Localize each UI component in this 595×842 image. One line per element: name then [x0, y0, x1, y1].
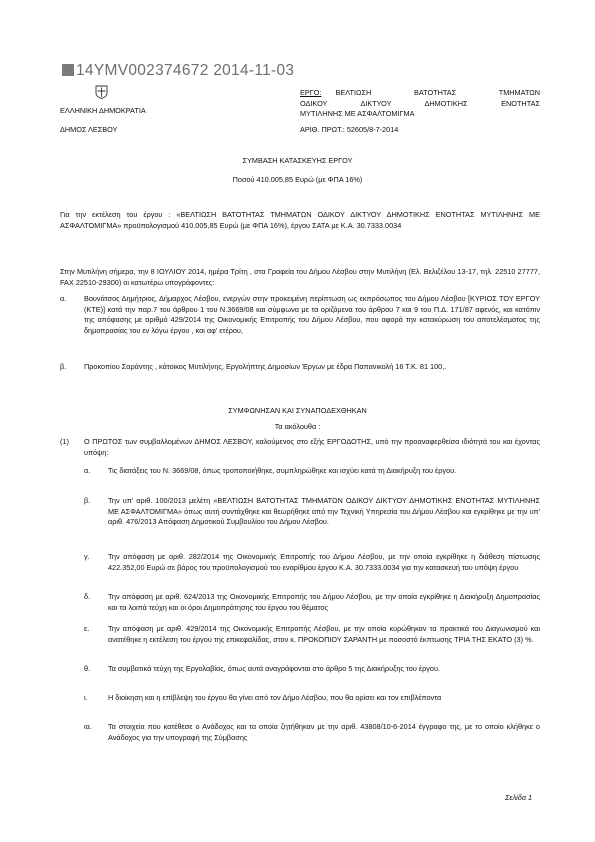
subitem-text: Τα στοιχεία που κατέθεσε ο Ανάδοχος και τα οποία ζητήθηκαν με την αριθ. 43808/10-6-2014 έγγραφο της, με το οποίο κλήθηκε ο Ανάδοχος για την υπογραφή της Σύμβασης — [108, 722, 540, 742]
clause-subitem-e — [84, 624, 540, 645]
project-label: ΕΡΓΟ: — [300, 88, 322, 97]
subitem-label: β. — [84, 496, 91, 505]
party-a-label: α. — [60, 294, 67, 303]
header-state: ΕΛΛΗΝΙΚΗ ΔΗΜΟΚΡΑΤΙΑ — [60, 106, 146, 115]
clause-1-label: (1) — [60, 437, 69, 446]
place-date-paragraph: Στην Μυτιλήνη σήμερα, την 8 ΙΟΥΛΙΟΥ 2014, ημέρα Τρίτη , στα Γραφεία του Δήμου Λέσβου στην Μυτιλήνη (Ελ. Βελιζέλου 13-17, τηλ. 22510 27777, FAX 22510-29300) οι κατωτέρω υπογράφοντες: — [60, 267, 540, 287]
subitem-label: ε. — [84, 624, 90, 633]
page-number: Σελίδα 1 — [505, 793, 533, 802]
clause-subitem-a — [84, 466, 540, 477]
intro-paragraph: Για την εκτέλεση του έργου : «ΒΕΛΤΙΩΣΗ ΒΑΤΟΤΗΤΑΣ ΤΜΗΜΑΤΩΝ ΟΔΙΚΟΥ ΔΙΚΤΥΟΥ ΔΗΜΟΤΙΚΗΣ ΕΝΟΤΗΤΑΣ ΜΥΤΙΛΗΝΗΣ ΜΕ ΑΣΦΑΛΤΟΜΙΓΜΑ» προϋπολογισμού 410.005,85 Ευρώ (με ΦΠΑ 16%), έργου ΣΑΤΑ με Κ.Α. 30.7333.0034 — [60, 210, 540, 230]
party-b-label: β. — [60, 362, 67, 371]
greek-emblem-icon — [95, 85, 108, 99]
subitem-label: ια. — [84, 722, 92, 731]
subitem-text: Τις διατάξεις του Ν. 3669/08, όπως τροποποιήθηκε, συμπληρώθηκε και ισχύει κατά τη Διακήρυξη του έργου. — [108, 466, 457, 475]
subitem-text: Την υπ' αριθ. 100/2013 μελέτη «ΒΕΛΤΙΩΣΗ ΒΑΤΟΤΗΤΑΣ ΤΜΗΜΑΤΩΝ ΟΔΙΚΟΥ ΔΙΚΤΥΟΥ ΔΗΜΟΤΙΚΗΣ ΕΝΟΤΗΤΑΣ ΜΥΤΙΛΗΝΗΣ ΜΕ ΑΣΦΑΛΤΟΜΙΓΜΑ» όπως αυτή συντάχθηκε και θεωρήθηκε από την Τεχνική Υπηρεσία του Δήμου Λέσβου και εγκρίθηκε με την υπ' αριθ. 476/2013 Απόφαση Δημοτικού Συμβουλίου του Δήμου Λέσβου. — [108, 496, 540, 527]
clause-subitem-b — [84, 496, 540, 528]
project-block — [300, 88, 540, 135]
clause-subitem-ia — [84, 722, 540, 743]
party-a-text: Βουνάτσος Δημήτριος, Δήμαρχος Λέσβου, ενεργών στην προκειμένη περίπτωση ως εκπρόσωπος του Δήμου Λέσβου [ΚΥΡΙΟΣ ΤΟΥ ΕΡΓΟΥ (ΚΤΕ)] κατά την παρ.7 του άρθρου 1 του Ν.3669/08 και σύμφωνα με τα οριζόμενα του άρθρου 7 και 9 του Π.Δ. 171/87 αφενός, και κατόπιν της απόφασης με αριθμό 429/2014 της Οικονομικής Επιτροπής του Δήμου Λέσβου, που αφορά την κατακύρωση του αποτελέσματος της δημοπρασίας του εν λόγω έργου , και αφ' ετέρου, — [84, 294, 540, 335]
party-a — [60, 294, 540, 336]
protocol-number: ΑΡΙΘ. ΠΡΩΤ.: 52605/8-7-2014 — [300, 124, 399, 134]
party-b — [60, 362, 540, 373]
clause-subitem-i — [84, 693, 540, 704]
clause-subitem-c — [84, 552, 540, 573]
subitem-label: δ. — [84, 592, 91, 601]
project-line-1 — [300, 88, 540, 99]
header-municipality: ΔΗΜΟΣ ΛΕΣΒΟΥ — [60, 125, 118, 134]
clause-1-text: Ο ΠΡΩΤΟΣ των συμβαλλομένων ΔΗΜΟΣ ΛΕΣΒΟΥ, καλούμενος στο εξής ΕΡΓΟΔΟΤΗΣ, υπό την προαναφερθείσα ιδιότητά του και έχοντας υπόψη: — [84, 437, 540, 457]
subitem-label: ι. — [84, 693, 88, 702]
project-title-part-2: ΟΔΙΚΟΥ ΔΙΚΤΥΟΥ ΔΗΜΟΤΙΚΗΣ ΕΝΟΤΗΤΑΣ — [300, 98, 540, 108]
clause-subitem-d — [84, 592, 540, 613]
ada-text: 14ΥΜV002374672 2014-11-03 — [76, 62, 295, 79]
subitem-text: Τα συμβατικά τεύχη της Εργολαβίας, όπως αυτά αναγράφονται στο άρθρο 5 της Διακήρυξης του έργου. — [108, 664, 440, 673]
contract-title: ΣΥΜΒΑΣΗ ΚΑΤΑΣΚΕΥΗΣ ΕΡΓΟΥ — [242, 156, 353, 165]
subitem-label: α. — [84, 466, 91, 475]
project-title-part-1: ΒΕΛΤΙΩΣΗ ΒΑΤΟΤΗΤΑΣ ΤΜΗΜΑΤΩΝ — [335, 88, 540, 97]
ada-leading-mark — [62, 64, 74, 76]
subitem-label: θ. — [84, 664, 91, 673]
ada-number — [62, 62, 294, 80]
subitem-label: γ. — [84, 552, 90, 561]
project-title-part-3: ΜΥΤΙΛΗΝΗΣ ΜΕ ΑΣΦΑΛΤΟΜΙΓΜΑ — [300, 109, 415, 119]
subitem-text: Την απόφαση με αριθ. 282/2014 της Οικονομικής Επιτροπής του Δήμου Λέσβου, με την οποία εγκρίθηκε η διάθεση πίστωσης 422.352,00 Ευρώ σε βάρος του προϋπολογισμού του εναρίθμου έργου Κ.Α. 30.7333.0034 για την κατασκευή του υπόψη έργου — [108, 552, 540, 572]
agreed-heading: ΣΥΜΦΩΝΗΣΑΝ ΚΑΙ ΣΥΝΑΠΟΔΕΧΘΗΚΑΝ — [228, 406, 367, 415]
clause-subitem-th — [84, 664, 540, 675]
clause-1 — [60, 437, 540, 458]
subitem-text: Η διοίκηση και η επίβλεψη του έργου θα γίνει από τον Δήμο Λέσβου, που θα ορίσει και τον επιβλέποντα — [108, 693, 442, 702]
party-b-text: Προκοπίου Σαράντης , κάτοικος Μυτιλήνης, Εργολήπτης Δημοσίων Έργων με έδρα Παπανικολή 16 Τ.Κ. 81 100,. — [84, 362, 447, 371]
following-heading: Τα ακόλουθα : — [274, 422, 321, 431]
subitem-text: Την απόφαση με αριθ. 429/2014 της Οικονομικής Επιτροπής Λέσβου, με την οποία κυρώθηκαν τα πρακτικά του Διαγωνισμού και ανατέθηκε η εκτέλεση του έργου της επικεφαλίδας, στον κ. ΠΡΟΚΟΠΙΟΥ ΣΑΡΑΝΤΗ με ποσοστό έκπτωσης ΤΡΙΑ ΤΗΣ ΕΚΑΤΟ (3) %. — [108, 624, 540, 644]
subitem-text: Την απόφαση με αριθ. 624/2013 της Οικονομικής Επιτροπής του Δήμου Λέσβου, με την οποία εγκρίθηκε η Διακήρυξη Δημοπρασίας και τα λοιπά τεύχη και οι όροι Δημοπράτησης του έργου του θέματος — [108, 592, 540, 612]
contract-amount: Ποσού 410.005,85 Ευρώ (με ΦΠΑ 16%) — [232, 175, 363, 184]
